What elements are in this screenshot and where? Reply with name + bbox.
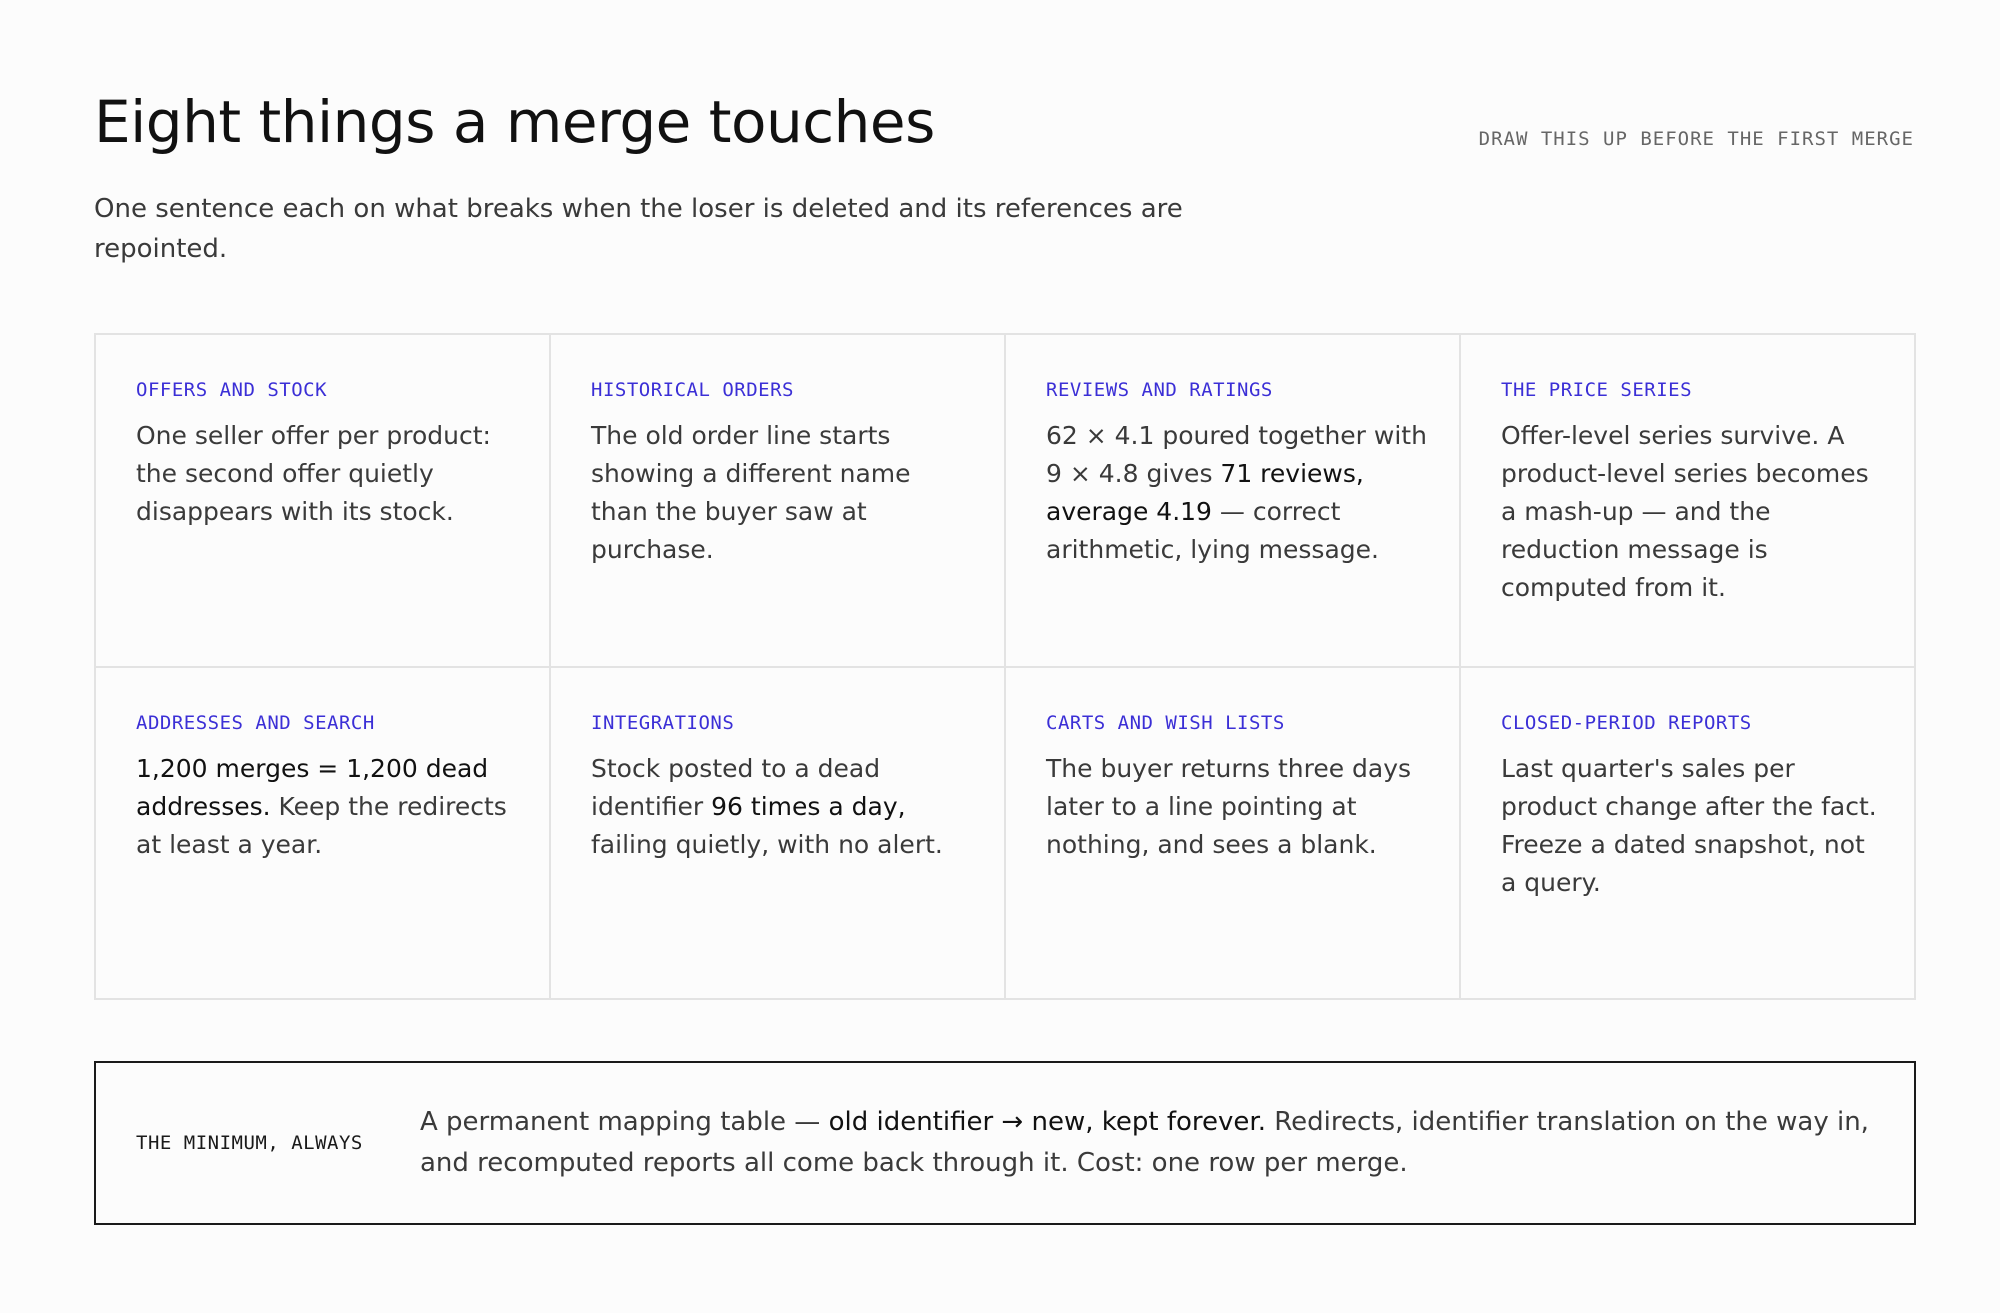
minimum-text-part: Redirects, identifier translation on the way in, and recomputed reports all come back through it. Cost: one row per merge.	[420, 1107, 1869, 1178]
card-body: The buyer returns three days later to a line pointing at nothing, and sees a blank.	[1046, 753, 1412, 859]
card-body-text: Stock posted to a dead identifier	[591, 753, 881, 821]
minimum-label: THE MINIMUM, ALWAYS	[136, 1132, 363, 1154]
card-body-highlight: 71 reviews, average 4.19	[1046, 459, 1364, 526]
minimum-text-highlight: old identifier → new, kept forever.	[828, 1107, 1266, 1137]
card-body-text: — correct arithmetic, lying message.	[1046, 497, 1379, 564]
card-reviews-and-ratings	[1006, 335, 1461, 668]
card-label: REVIEWS AND RATINGS	[1046, 379, 1273, 401]
card-integrations	[551, 668, 1006, 1001]
card-label: INTEGRATIONS	[591, 711, 735, 734]
card-body: One seller offer per product: the second offer quietly disappears with its stock.	[136, 421, 491, 526]
card-label: CLOSED-PERIOD REPORTS	[1501, 711, 1752, 734]
minimum-callout	[94, 1061, 1916, 1225]
card-closed-period-reports	[1461, 668, 1916, 1001]
card-body-highlight: 96 times a day,	[711, 791, 906, 821]
card-historical-orders	[551, 335, 1006, 668]
card-body-text: 62 × 4.1 poured together with 9 × 4.8 gives	[1046, 421, 1427, 488]
card-addresses-and-search	[96, 668, 551, 1001]
minimum-text	[420, 1102, 1914, 1184]
card-label: CARTS AND WISH LISTS	[1046, 711, 1285, 734]
impact-grid	[94, 333, 1916, 1000]
card-body: The old order line starts showing a different name than the buyer saw at purchase.	[591, 421, 911, 564]
minimum-text-part: A permanent mapping table —	[420, 1107, 829, 1137]
card-body	[136, 750, 519, 864]
card-label: THE PRICE SERIES	[1501, 379, 1693, 401]
card-label: HISTORICAL ORDERS	[591, 379, 794, 401]
card-price-series	[1461, 335, 1916, 668]
card-body: Last quarter's sales per product change after the fact. Freeze a dated snapshot, not a query.	[1501, 753, 1877, 897]
card-carts-and-wish-lists	[1006, 668, 1461, 1001]
card-body: Offer-level series survive. A product-level series becomes a mash-up — and the reduction message is computed from it.	[1501, 421, 1869, 602]
card-offers-and-stock	[96, 335, 551, 668]
card-label: ADDRESSES AND SEARCH	[136, 711, 375, 734]
card-body	[1046, 417, 1429, 569]
card-body-text: failing quietly, with no alert.	[591, 829, 943, 859]
page-subtitle: One sentence each on what breaks when the loser is deleted and its references are repointed.	[94, 194, 1183, 264]
header-kicker: DRAW THIS UP BEFORE THE FIRST MERGE	[1478, 128, 1914, 150]
card-body	[591, 750, 974, 864]
card-body-highlight: 1,200 merges = 1,200 dead addresses.	[136, 753, 489, 821]
page-title: Eight things a merge touches	[94, 88, 935, 156]
card-body-text: Keep the redirects at least a year.	[136, 791, 507, 859]
card-label: OFFERS AND STOCK	[136, 379, 328, 401]
